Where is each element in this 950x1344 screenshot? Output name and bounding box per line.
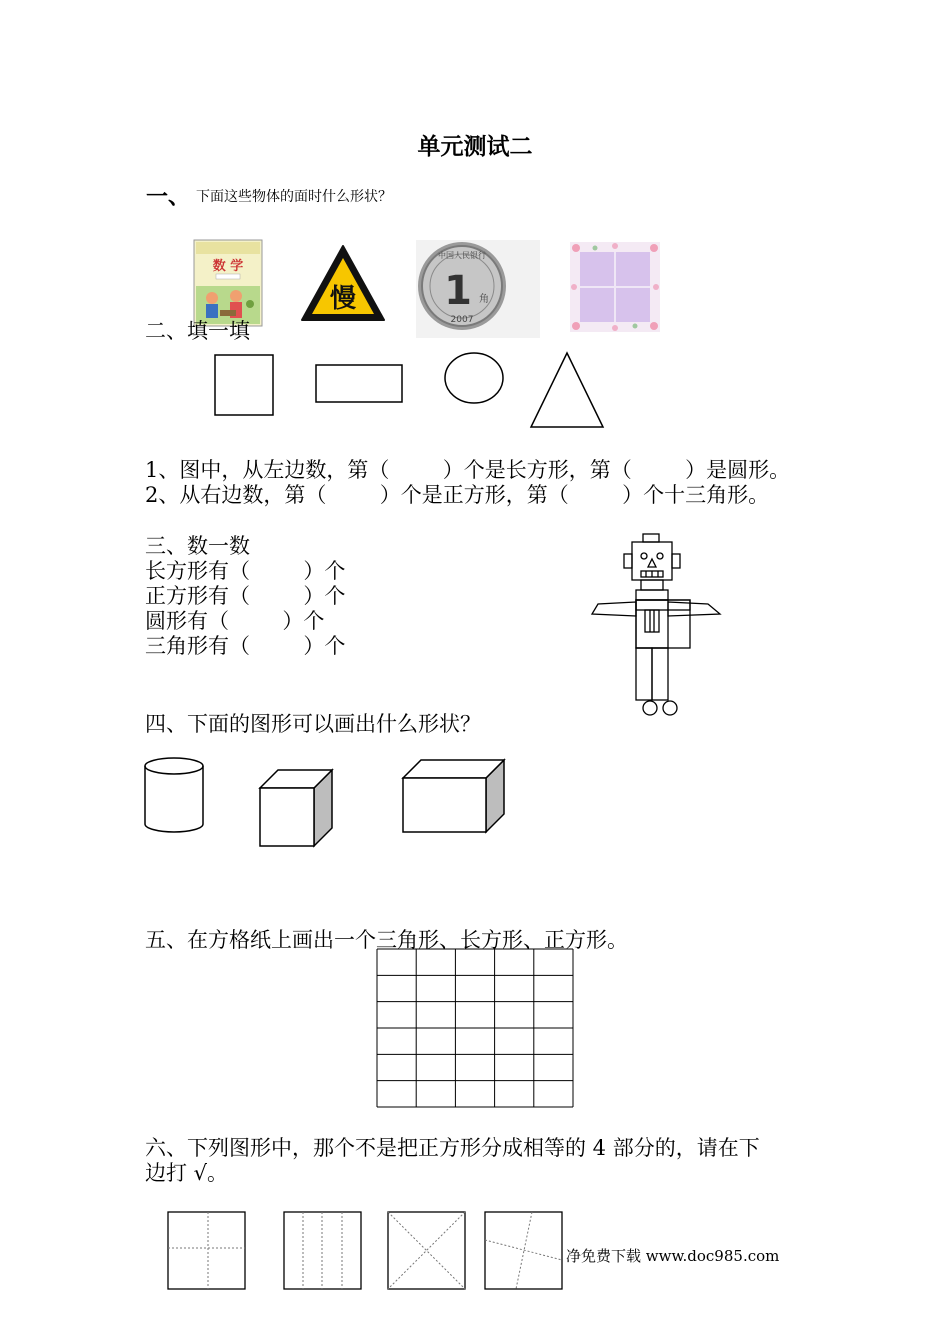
rectangle-shape [316,365,402,402]
watermark-text: 净免费下载 www.doc985.com [566,1247,780,1265]
q3-heading: 三、数一数 [145,534,250,558]
coin-unit: 角 [479,294,489,305]
cuboid-shape [403,760,504,832]
slow-sign-image [300,244,386,322]
coin-image [416,240,540,338]
q2-shapes [210,350,610,432]
q3-item-rectangle: 长方形有（ ）个 [145,559,346,583]
cube-shape [260,770,332,846]
q3-item-triangle: 三角形有（ ）个 [145,634,346,658]
square-grid[interactable] [376,948,574,1108]
q1-text: 下面这些物体的面时什么形状？ [196,189,392,205]
triangle-shape [531,353,603,427]
divided-square-4[interactable] [485,1212,562,1289]
q3-item-square: 正方形有（ ）个 [145,584,346,608]
book-title: 数 学 [212,259,244,274]
q2-line-1: 1、图中，从左边数，第（ ）个是长方形，第（ ）是圆形。 [145,458,791,482]
page-title: 单元测试二 [417,134,533,160]
q2-line-2: 2、从右边数，第（ ）个是正方形，第（ ）个十三角形。 [145,483,770,507]
robot-figure [588,530,738,720]
handkerchief-image [570,242,660,332]
q2-heading: 二、填一填 [145,319,250,343]
q1-number: 一、 [146,185,191,210]
coin-rim-text: 中国人民银行 [438,251,486,260]
divided-square-1[interactable] [168,1212,245,1289]
q5-heading: 五、在方格纸上画出一个三角形、长方形、正方形。 [145,928,628,952]
q6-line-1: 六、下列图形中，那个不是把正方形分成相等的 4 部分的，请在下 [145,1136,760,1160]
q4-solids [140,754,510,850]
q6-divided-squares [166,1210,566,1292]
q4-heading: 四、下面的图形可以画出什么形状？ [145,712,481,736]
circle-shape [445,353,503,403]
q6-line-2: 边打 √。 [145,1161,229,1185]
q3-item-circle: 圆形有（ ）个 [145,609,325,633]
sign-text: 慢 [329,284,357,314]
math-book-image [194,240,262,326]
square-shape [215,355,273,415]
coin-year: 2007 [450,315,474,325]
cylinder-shape [145,758,203,832]
coin-numeral: 1 [444,268,472,314]
